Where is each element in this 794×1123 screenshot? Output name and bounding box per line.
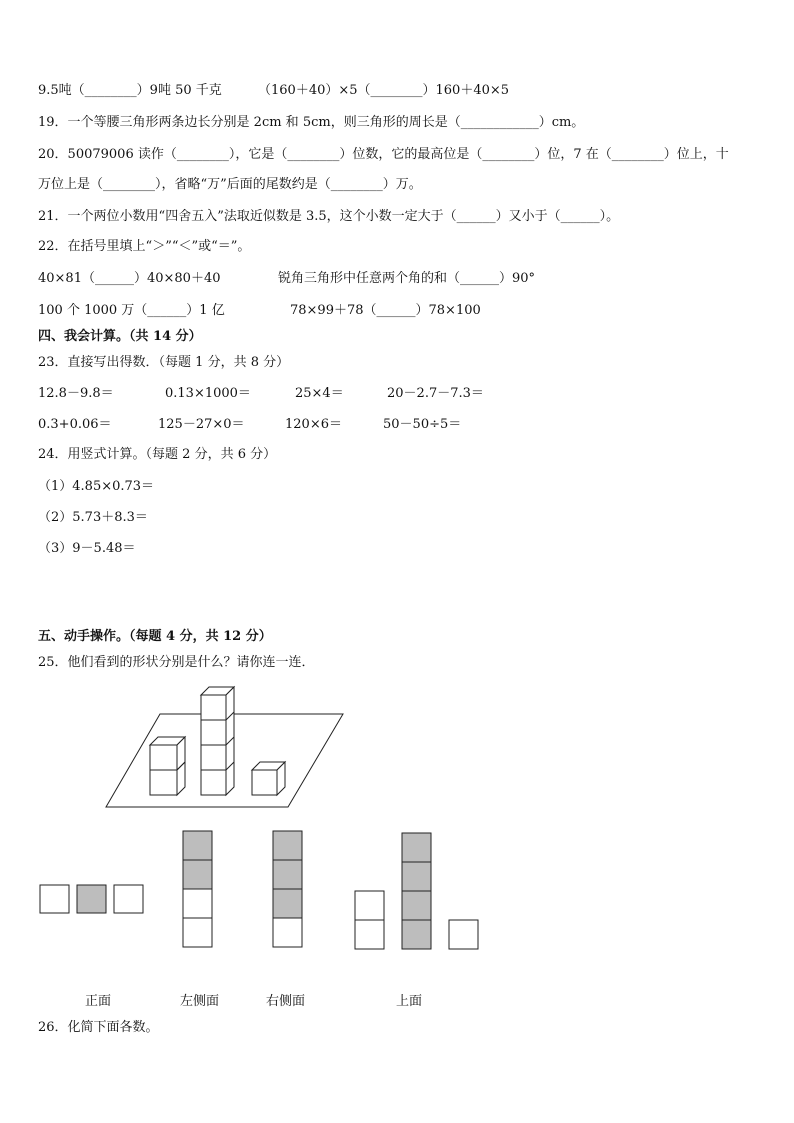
left-cube-stack <box>150 737 185 795</box>
section-4-heading: 四、我会计算。（共 14 分） <box>38 329 202 344</box>
caption-front: 正面 <box>85 994 112 1009</box>
question-22-item1: 40×81（______）40×80＋40 <box>38 271 221 286</box>
comparison-tons: 9.5吨（________）9吨 50 千克 <box>38 83 222 98</box>
question-24-part2: （2）5.73＋8.3＝ <box>38 510 148 525</box>
caption-top: 上面 <box>396 994 423 1009</box>
calc-item: 0.3+0.06＝ <box>38 417 112 432</box>
top-view-option <box>355 833 478 949</box>
calc-item: 12.8－9.8＝ <box>38 386 114 401</box>
calc-item: 25×4＝ <box>295 386 344 401</box>
single-cube <box>252 762 285 795</box>
calc-item: 0.13×1000＝ <box>165 386 251 401</box>
question-22-item4: 78×99＋78（______）78×100 <box>290 303 481 318</box>
question-24-part3: （3）9－5.48＝ <box>38 541 136 556</box>
calc-item: 50－50÷5＝ <box>383 417 462 432</box>
caption-left-side: 左侧面 <box>180 994 220 1009</box>
calc-item: 120×6＝ <box>285 417 342 432</box>
front-view-option <box>40 885 143 913</box>
question-22: 22．在括号里填上“＞”“＜”或“＝”。 <box>38 239 251 254</box>
calc-item: 20－2.7－7.3＝ <box>387 386 484 401</box>
right-view-option <box>273 831 302 947</box>
comparison-expression: （160＋40）×5（________）160＋40×5 <box>258 83 510 98</box>
left-view-option <box>183 831 212 947</box>
question-20-line2: 万位上是（________），省略“万”后面的尾数约是（________）万。 <box>38 177 422 192</box>
question-20-line1: 20．50079006 读作（________），它是（________）位数，它的最高位是（________）位，7 在（________）位上，十 <box>38 147 729 162</box>
question-19: 19．一个等腰三角形两条边长分别是 2cm 和 5cm，则三角形的周长是（____________）cm。 <box>38 115 585 130</box>
section-5-heading: 五、动手操作。（每题 4 分，共 12 分） <box>38 629 272 644</box>
question-25: 25．他们看到的形状分别是什么？请你连一连． <box>38 655 315 670</box>
question-24-part1: （1）4.85×0.73＝ <box>38 479 155 494</box>
question-22-item3: 100 个 1000 万（______）1 亿 <box>38 303 225 318</box>
question-26: 26．化简下面各数。 <box>38 1020 159 1035</box>
question-23: 23．直接写出得数．（每题 1 分，共 8 分） <box>38 355 290 370</box>
question-22-item2: 锐角三角形中任意两个角的和（______）90° <box>278 271 536 286</box>
question-24: 24．用竖式计算。（每题 2 分，共 6 分） <box>38 447 277 462</box>
caption-right-side: 右侧面 <box>266 994 306 1009</box>
tall-cube-stack <box>201 687 234 795</box>
calc-item: 125－27×0＝ <box>158 417 245 432</box>
question-21: 21．一个两位小数用“四舍五入”法取近似数是 3.5，这个小数一定大于（______）又小于（______）。 <box>38 209 620 224</box>
